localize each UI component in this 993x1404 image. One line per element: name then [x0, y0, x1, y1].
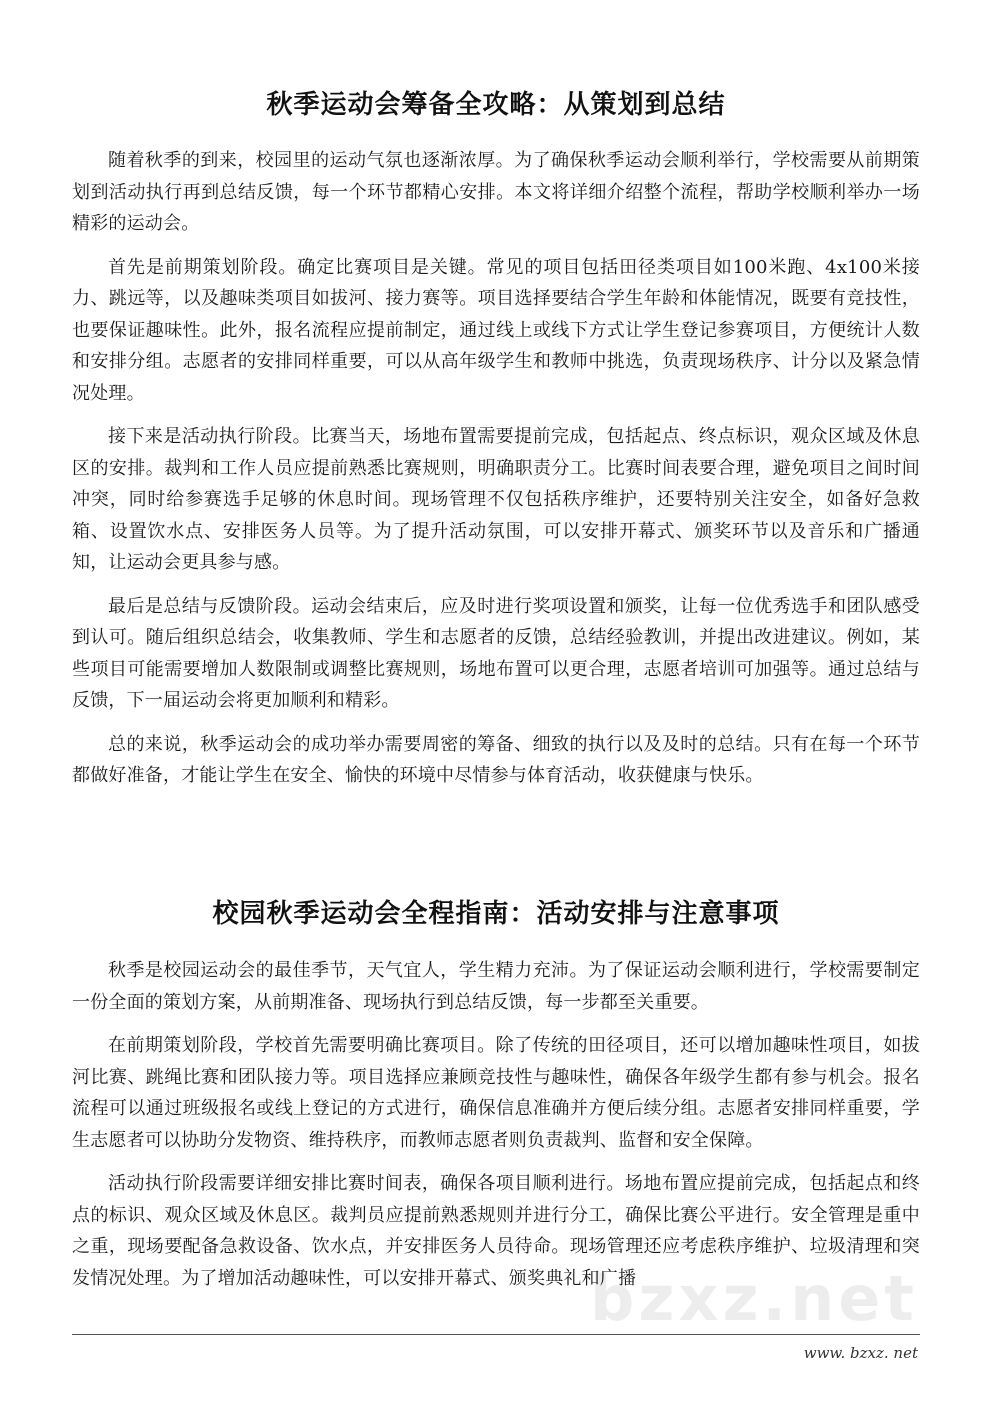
article-2-body — [72, 955, 920, 1306]
article-1-title: 秋季运动会筹备全攻略：从策划到总结 — [266, 90, 726, 120]
article-2-paragraph: 在前期策划阶段，学校首先需要明确比赛项目。除了传统的田径项目，还可以增加趣味性项目，如拔河比赛、跳绳比赛和团队接力等。项目选择应兼顾竞技性与趣味性，确保各年级学生都有参与机会。报名流程可以通过班级报名或线上登记的方式进行，确保信息准确并方便后续分组。志愿者安排同样重要，学生志愿者可以协助分发物资、维持秩序，而教师志愿者则负责裁判、监督和安全保障。 — [72, 1035, 920, 1151]
article-1-paragraph: 随着秋季的到来，校园里的运动气氛也逐渐浓厚。为了确保秋季运动会顺利举行，学校需要从前期策划到活动执行再到总结反馈，每一个环节都精心安排。本文将详细介绍整个流程，帮助学校顺利举办一场精彩的运动会。 — [72, 150, 920, 234]
article-2-paragraph: 秋季是校园运动会的最佳季节，天气宜人，学生精力充沛。为了保证运动会顺利进行，学校需要制定一份全面的策划方案，从前期准备、现场执行到总结反馈，每一步都至关重要。 — [72, 960, 920, 1013]
article-2-paragraph: 活动执行阶段需要详细安排比赛时间表，确保各项目顺利进行。场地布置应提前完成，包括起点和终点的标识、观众区域及休息区。裁判员应提前熟悉规则并进行分工，确保比赛公平进行。安全管理是重中之重，现场要配备急救设备、饮水点，并安排医务人员待命。现场管理还应考虑秩序维护、垃圾清理和突发情况处理。为了增加活动趣味性，可以安排开幕式、颁奖典礼和广播 — [72, 1173, 920, 1289]
footer-divider — [72, 1334, 920, 1335]
watermark: bzxz.net — [590, 1262, 918, 1330]
footer-url: www. bzxz. net — [803, 1344, 918, 1362]
article-2-title: 校园秋季运动会全程指南：活动安排与注意事项 — [212, 899, 780, 929]
article-1-paragraph: 总的来说，秋季运动会的成功举办需要周密的筹备、细致的执行以及及时的总结。只有在每一个环节都做好准备，才能让学生在安全、愉快的环境中尽情参与体育活动，收获健康与快乐。 — [72, 733, 920, 786]
article-1-paragraph: 接下来是活动执行阶段。比赛当天，场地布置需要提前完成，包括起点、终点标识，观众区域及休息区的安排。裁判和工作人员应提前熟悉比赛规则，明确职责分工。比赛时间表要合理，避免项目之间时间冲突，同时给参赛选手足够的休息时间。现场管理不仅包括秩序维护，还要特别关注安全，如备好急救箱、设置饮水点、安排医务人员等。为了提升活动氛围，可以安排开幕式、颁奖环节以及音乐和广播通知，让运动会更具参与感。 — [72, 426, 920, 573]
article-1-body — [72, 145, 920, 804]
article-1-paragraph: 最后是总结与反馈阶段。运动会结束后，应及时进行奖项设置和颁奖，让每一位优秀选手和团队感受到认可。随后组织总结会，收集教师、学生和志愿者的反馈，总结经验教训，并提出改进建议。例如，某些项目可能需要增加人数限制或调整比赛规则，场地布置可以更合理，志愿者培训可加强等。通过总结与反馈，下一届运动会将更加顺利和精彩。 — [72, 595, 920, 711]
article-1-paragraph: 首先是前期策划阶段。确定比赛项目是关键。常见的项目包括田径类项目如100米跑、4x100米接力、跳远等，以及趣味类项目如拔河、接力赛等。项目选择要结合学生年龄和体能情况，既要有竞技性，也要保证趣味性。此外，报名流程应提前制定，通过线上或线下方式让学生登记参赛项目，方便统计人数和安排分组。志愿者的安排同样重要，可以从高年级学生和教师中挑选，负责现场秩序、计分以及紧急情况处理。 — [72, 256, 920, 404]
